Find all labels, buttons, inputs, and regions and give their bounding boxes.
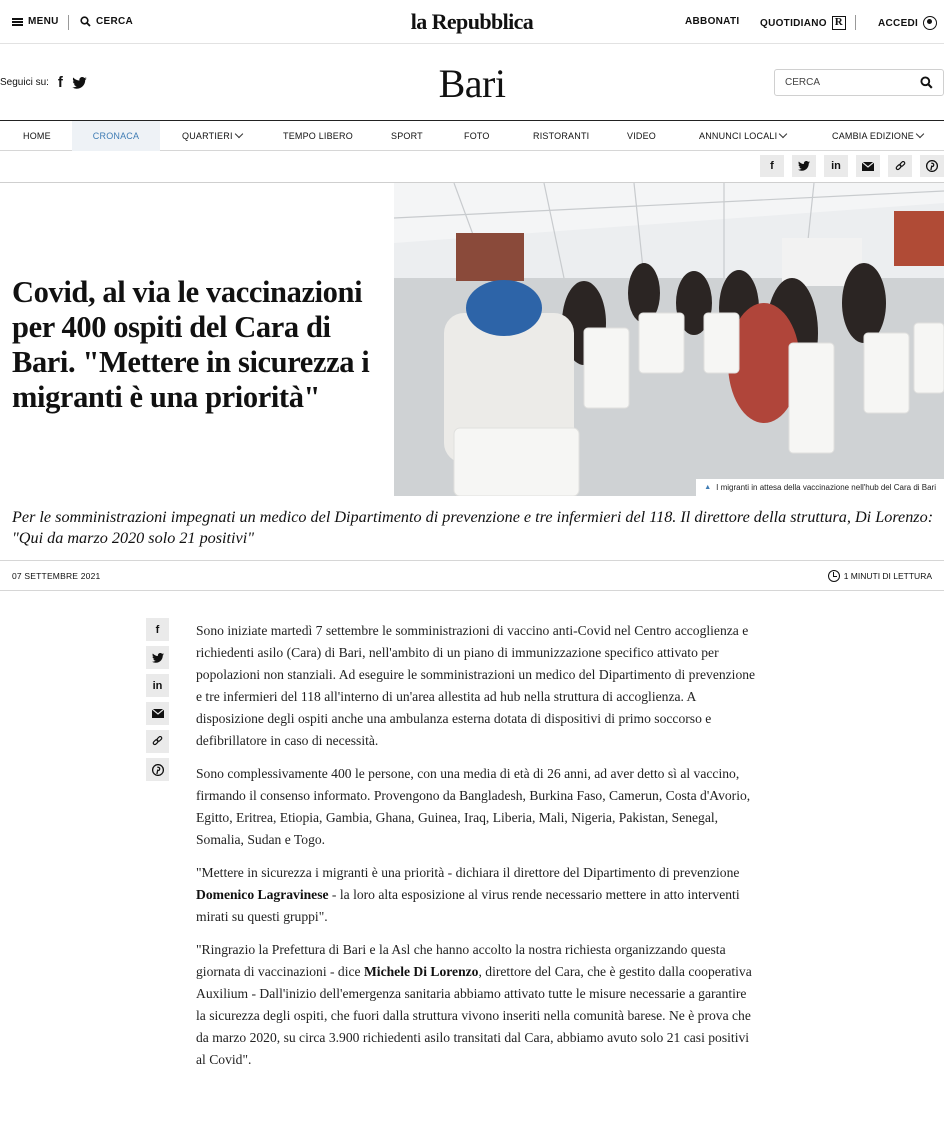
mail-share-icon[interactable] — [856, 155, 880, 177]
nav-item-tempo-libero[interactable]: TEMPO LIBERO — [283, 131, 353, 141]
section-nav — [0, 120, 944, 151]
login-button[interactable] — [878, 16, 937, 30]
repubblica-logo[interactable]: la Repubblica — [410, 9, 534, 34]
share-bar-side — [146, 618, 169, 781]
chevron-down-icon — [916, 130, 924, 138]
article-body — [196, 620, 756, 1082]
photo-illustration — [394, 183, 944, 496]
mail-share-icon[interactable] — [146, 702, 169, 725]
paragraph-text: , direttore del Cara, che è gestito dalla cooperativa Auxilium - Dall'inizio dell'emergenza sanitaria abbiamo attivato tutte le misure necessarie a garantire la sicurezza degli ospiti, che fuori dalla struttura vivono inseriti nella comunità barese. Ne è prova che da marzo 2020, su circa 3.900 richiedenti asilo transitati dal Cara, abbiamo avuto solo 21 casi positivi al Covid". — [196, 964, 752, 1067]
nav-item-annunci-locali[interactable] — [699, 121, 786, 151]
read-time — [828, 570, 932, 582]
article-meta — [0, 560, 944, 591]
article-photo[interactable] — [394, 183, 944, 496]
nav-item-sport[interactable]: SPORT — [391, 131, 423, 141]
share-bar-top — [760, 155, 944, 177]
clock-icon — [828, 570, 840, 582]
caption-triangle-icon: ▲ — [704, 484, 712, 491]
publish-date: 07 SETTEMBRE 2021 — [12, 571, 101, 581]
paragraph: Sono iniziate martedì 7 settembre le somministrazioni di vaccino anti-Covid nel Centro accoglienza e richiedenti asilo (Cara) di Bari, nell'ambito di un piano di immunizzazione specifico attivato per popolazioni non stanziali. Ad eseguire le somministrazioni un medico del Dipartimento di prevenzione e tre infermieri del 118 all'interno di un'area allestita ad hub nella struttura di accoglienza. A disposizione degli ospiti anche una ambulanza esterna dotata di dispositivi di primo soccorso e defibrillatore in caso di necessità. — [196, 623, 756, 748]
article-subtitle: Per le somministrazioni impegnati un medico del Dipartimento di prevenzione e tre infermieri del 118. Il direttore della struttura, Di Lorenzo: "Qui da marzo 2020 solo 21 positivi" — [12, 508, 934, 547]
city-title[interactable]: Bari — [438, 61, 506, 106]
caption-text: I migranti in attesa della vaccinazione nell'hub del Cara di Bari — [716, 483, 936, 492]
pinterest-share-icon[interactable] — [920, 155, 944, 177]
pinterest-share-icon[interactable] — [146, 758, 169, 781]
divider — [855, 15, 856, 30]
facebook-follow-icon[interactable]: f — [57, 74, 63, 91]
nav-item-foto[interactable]: FOTO — [464, 131, 490, 141]
search-label: CERCA — [96, 16, 134, 27]
paragraph-text: - la loro alta esposizione al virus rende necessario mettere in atto interventi mirati su questi gruppi". — [196, 887, 740, 924]
link-share-icon[interactable] — [146, 730, 169, 753]
login-label: ACCEDI — [878, 17, 919, 29]
twitter-share-icon[interactable] — [146, 646, 169, 669]
nav-label: CAMBIA EDIZIONE — [832, 131, 915, 141]
twitter-share-icon[interactable] — [792, 155, 816, 177]
link-share-icon[interactable] — [888, 155, 912, 177]
person-name: Domenico Lagravinese — [196, 887, 329, 902]
linkedin-share-icon[interactable]: in — [146, 674, 169, 697]
nav-item-video[interactable]: VIDEO — [627, 131, 657, 141]
search-input[interactable] — [775, 70, 905, 95]
nav-label: ANNUNCI LOCALI — [699, 131, 778, 141]
paragraph: Sono complessivamente 400 le persone, con una media di età di 26 anni, ad aver detto sì al vaccino, firmando il consenso informato. Provengono da Bangladesh, Burkina Faso, Camerun, Costa d'Avorio, Egitto, Eritrea, Etiopia, Gambia, Ghana, Guinea, Iraq, Liberia, Mali, Nigeria, Pakistan, Senegal, Somalia, Sudan e Togo. — [196, 766, 751, 847]
linkedin-share-icon[interactable]: in — [824, 155, 848, 177]
facebook-share-icon[interactable]: f — [760, 155, 784, 177]
read-time-label: 1 MINUTI DI LETTURA — [843, 571, 932, 581]
newspaper-badge-icon: R — [832, 16, 846, 30]
search-icon[interactable] — [920, 76, 933, 89]
paragraph — [196, 862, 756, 928]
top-bar — [0, 0, 944, 44]
nav-item-quartieri[interactable] — [182, 121, 242, 151]
follow-label: Seguici su: — [0, 77, 49, 88]
nav-label: QUARTIERI — [182, 131, 233, 141]
subscribe-link[interactable]: ABBONATI — [685, 16, 740, 27]
paragraph — [196, 939, 756, 1071]
chevron-down-icon — [234, 130, 242, 138]
newspaper-label: QUOTIDIANO — [760, 17, 827, 29]
nav-item-home[interactable]: HOME — [23, 131, 51, 141]
paragraph-text: "Mettere in sicurezza i migranti è una priorità - dichiara il direttore del Dipartimento di prevenzione — [196, 865, 740, 880]
photo-caption — [696, 479, 944, 496]
facebook-share-icon[interactable]: f — [146, 618, 169, 641]
chevron-down-icon — [779, 130, 787, 138]
user-icon — [923, 16, 937, 30]
search-box — [774, 69, 944, 96]
nav-item-cambia-edizione[interactable] — [832, 121, 923, 151]
menu-label: MENU — [28, 16, 59, 27]
nav-item-cronaca[interactable]: CRONACA — [72, 121, 160, 151]
paragraph-text: "Ringrazio la Prefettura di Bari e la Asl che hanno accolto la nostra richiesta organizzando questa giornata di vaccinazioni - dice — [196, 942, 726, 979]
nav-item-ristoranti[interactable]: RISTORANTI — [533, 131, 590, 141]
article-headline: Covid, al via le vaccinazioni per 400 ospiti del Cara di Bari. "Mettere in sicurezza i migranti è una priorità" — [12, 275, 370, 414]
newspaper-link[interactable] — [760, 16, 846, 30]
person-name: Michele Di Lorenzo — [363, 964, 479, 979]
article-hero — [0, 182, 944, 495]
